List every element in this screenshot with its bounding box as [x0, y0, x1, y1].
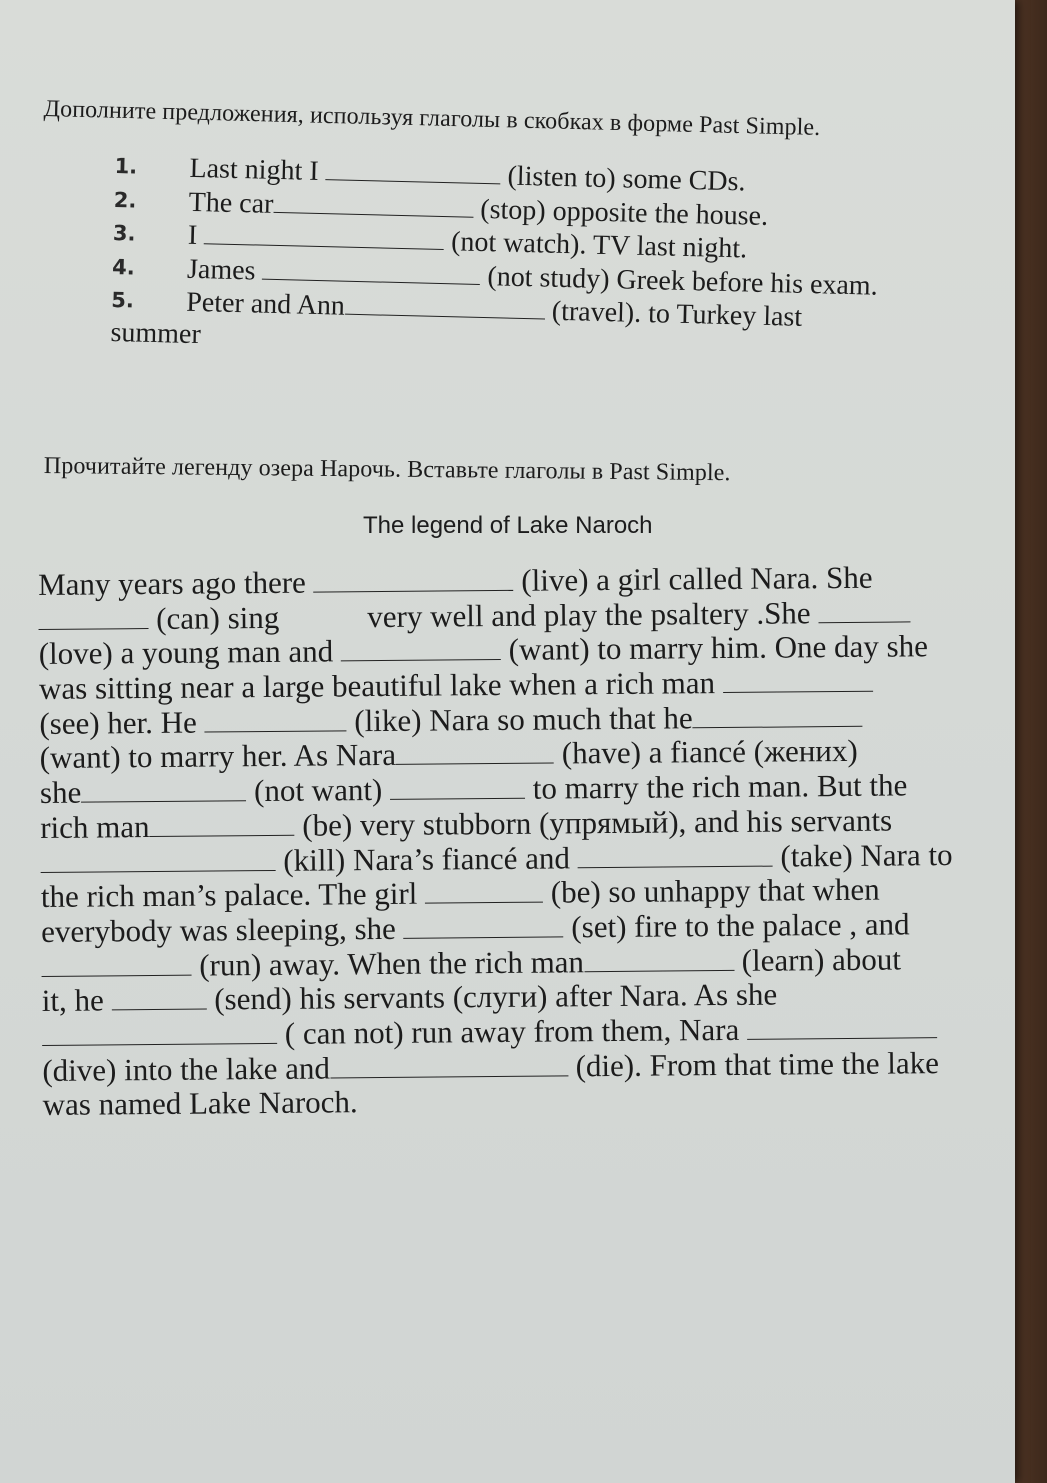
text-line	[43, 1080, 1023, 1123]
text-segment: the rich man’s palace. The girl	[40, 875, 426, 915]
answer-blank[interactable]	[313, 566, 513, 593]
text-segment: (send) his servants (слуги) after Nara. As she	[206, 976, 778, 1017]
text-segment: (be) very stubborn (упрямый), and his servants	[294, 802, 893, 843]
text-segment: (can) sing	[148, 599, 280, 636]
answer-blank[interactable]	[578, 841, 773, 868]
text-segment: (see) her. He	[39, 704, 205, 741]
legend-title: The legend of Lake Naroch	[363, 512, 653, 539]
item-text-before: James	[186, 253, 263, 287]
answer-blank[interactable]	[403, 912, 563, 938]
text-segment: (dive) into the lake and	[42, 1050, 331, 1088]
item-continuation: summer	[110, 316, 202, 351]
text-segment: (kill) Nara’s fiancé and	[275, 839, 578, 878]
answer-blank[interactable]	[693, 702, 863, 728]
answer-blank[interactable]	[40, 845, 275, 872]
item-text-before: Peter and Ann	[185, 286, 346, 322]
text-segment: (take) Nara to	[772, 836, 953, 874]
item-text-after: (stop) opposite the house.	[480, 193, 769, 232]
answer-blank[interactable]	[390, 774, 525, 800]
item-text-before: The car	[188, 186, 274, 220]
exercise-1-list	[110, 150, 985, 351]
text-segment: to marry the rich man. But the	[524, 767, 908, 806]
answer-blank[interactable]	[818, 597, 910, 623]
answer-blank[interactable]	[341, 635, 501, 661]
answer-blank[interactable]	[345, 292, 546, 320]
answer-blank[interactable]	[425, 878, 543, 904]
answer-blank[interactable]	[325, 157, 501, 184]
answer-blank[interactable]	[204, 706, 346, 732]
text-segment: (live) a girl called Nara. She	[513, 559, 873, 598]
answer-blank[interactable]	[204, 221, 444, 250]
item-text-before: Last night I	[189, 152, 327, 188]
answer-blank[interactable]	[262, 256, 480, 284]
text-segment: was named Lake Naroch.	[42, 1084, 358, 1123]
text-segment: ( can not) run away from them, Nara	[276, 1011, 748, 1051]
answer-blank[interactable]	[149, 811, 294, 837]
answer-blank[interactable]	[723, 667, 873, 693]
text-segment: Many years ago there	[37, 564, 314, 602]
exercise-1-instruction: Дополните предложения, используя глаголы в скобках в форме Past Simple.	[43, 96, 821, 141]
item-text-after: (not study) Greek before his exam.	[487, 260, 879, 302]
legend-text	[38, 559, 1023, 1123]
text-segment: (love) a young man and	[38, 633, 342, 672]
item-number: 4.	[111, 254, 136, 280]
answer-blank[interactable]	[330, 1051, 568, 1078]
text-segment: (want) to marry her. As Nara	[39, 737, 397, 776]
text-segment: (set) fire to the palace , and	[563, 906, 910, 945]
item-number: 3.	[112, 220, 136, 246]
item-text-after: (not watch). TV last night.	[450, 226, 748, 265]
item-text-after: (travel). to Turkey last	[551, 295, 803, 333]
text-segment: (like) Nara so much that he	[346, 700, 693, 739]
answer-blank[interactable]	[41, 950, 191, 976]
text-segment: (learn) about	[733, 941, 902, 978]
text-segment: (die). From that time the lake	[567, 1044, 940, 1084]
answer-blank[interactable]	[747, 1013, 937, 1040]
text-segment: she	[39, 774, 82, 811]
item-text-before: I	[187, 219, 205, 252]
text-segment: very well and play the psaltery .She	[367, 594, 819, 634]
answer-blank[interactable]	[273, 189, 474, 217]
item-number: 1.	[114, 153, 138, 179]
answer-blank[interactable]	[42, 1019, 277, 1046]
text-segment: rich man	[40, 808, 150, 845]
text-segment: it, he	[41, 982, 112, 1019]
text-segment: (have) a fiancé (жених)	[553, 733, 858, 771]
text-segment: (want) to marry him. One day she	[500, 628, 929, 668]
answer-blank[interactable]	[396, 739, 554, 765]
exercise-2-instruction: Прочитайте легенду озера Нарочь. Вставьте глаголы в Past Simple.	[43, 453, 731, 487]
text-segment: (not want)	[246, 772, 391, 809]
answer-blank[interactable]	[584, 946, 734, 972]
text-segment: (be) so unhappy that when	[542, 871, 880, 910]
item-number: 5.	[111, 287, 135, 313]
item-number: 2.	[113, 187, 137, 213]
answer-blank[interactable]	[38, 604, 148, 630]
text-segment: everybody was sleeping, she	[41, 910, 404, 949]
text-segment: was sitting near a large beautiful lake when a rich man	[38, 665, 723, 707]
item-text-after: (listen to) some CDs.	[507, 160, 746, 198]
answer-blank[interactable]	[81, 776, 246, 802]
answer-blank[interactable]	[111, 985, 206, 1011]
text-segment: (run) away. When the rich man	[191, 943, 585, 983]
